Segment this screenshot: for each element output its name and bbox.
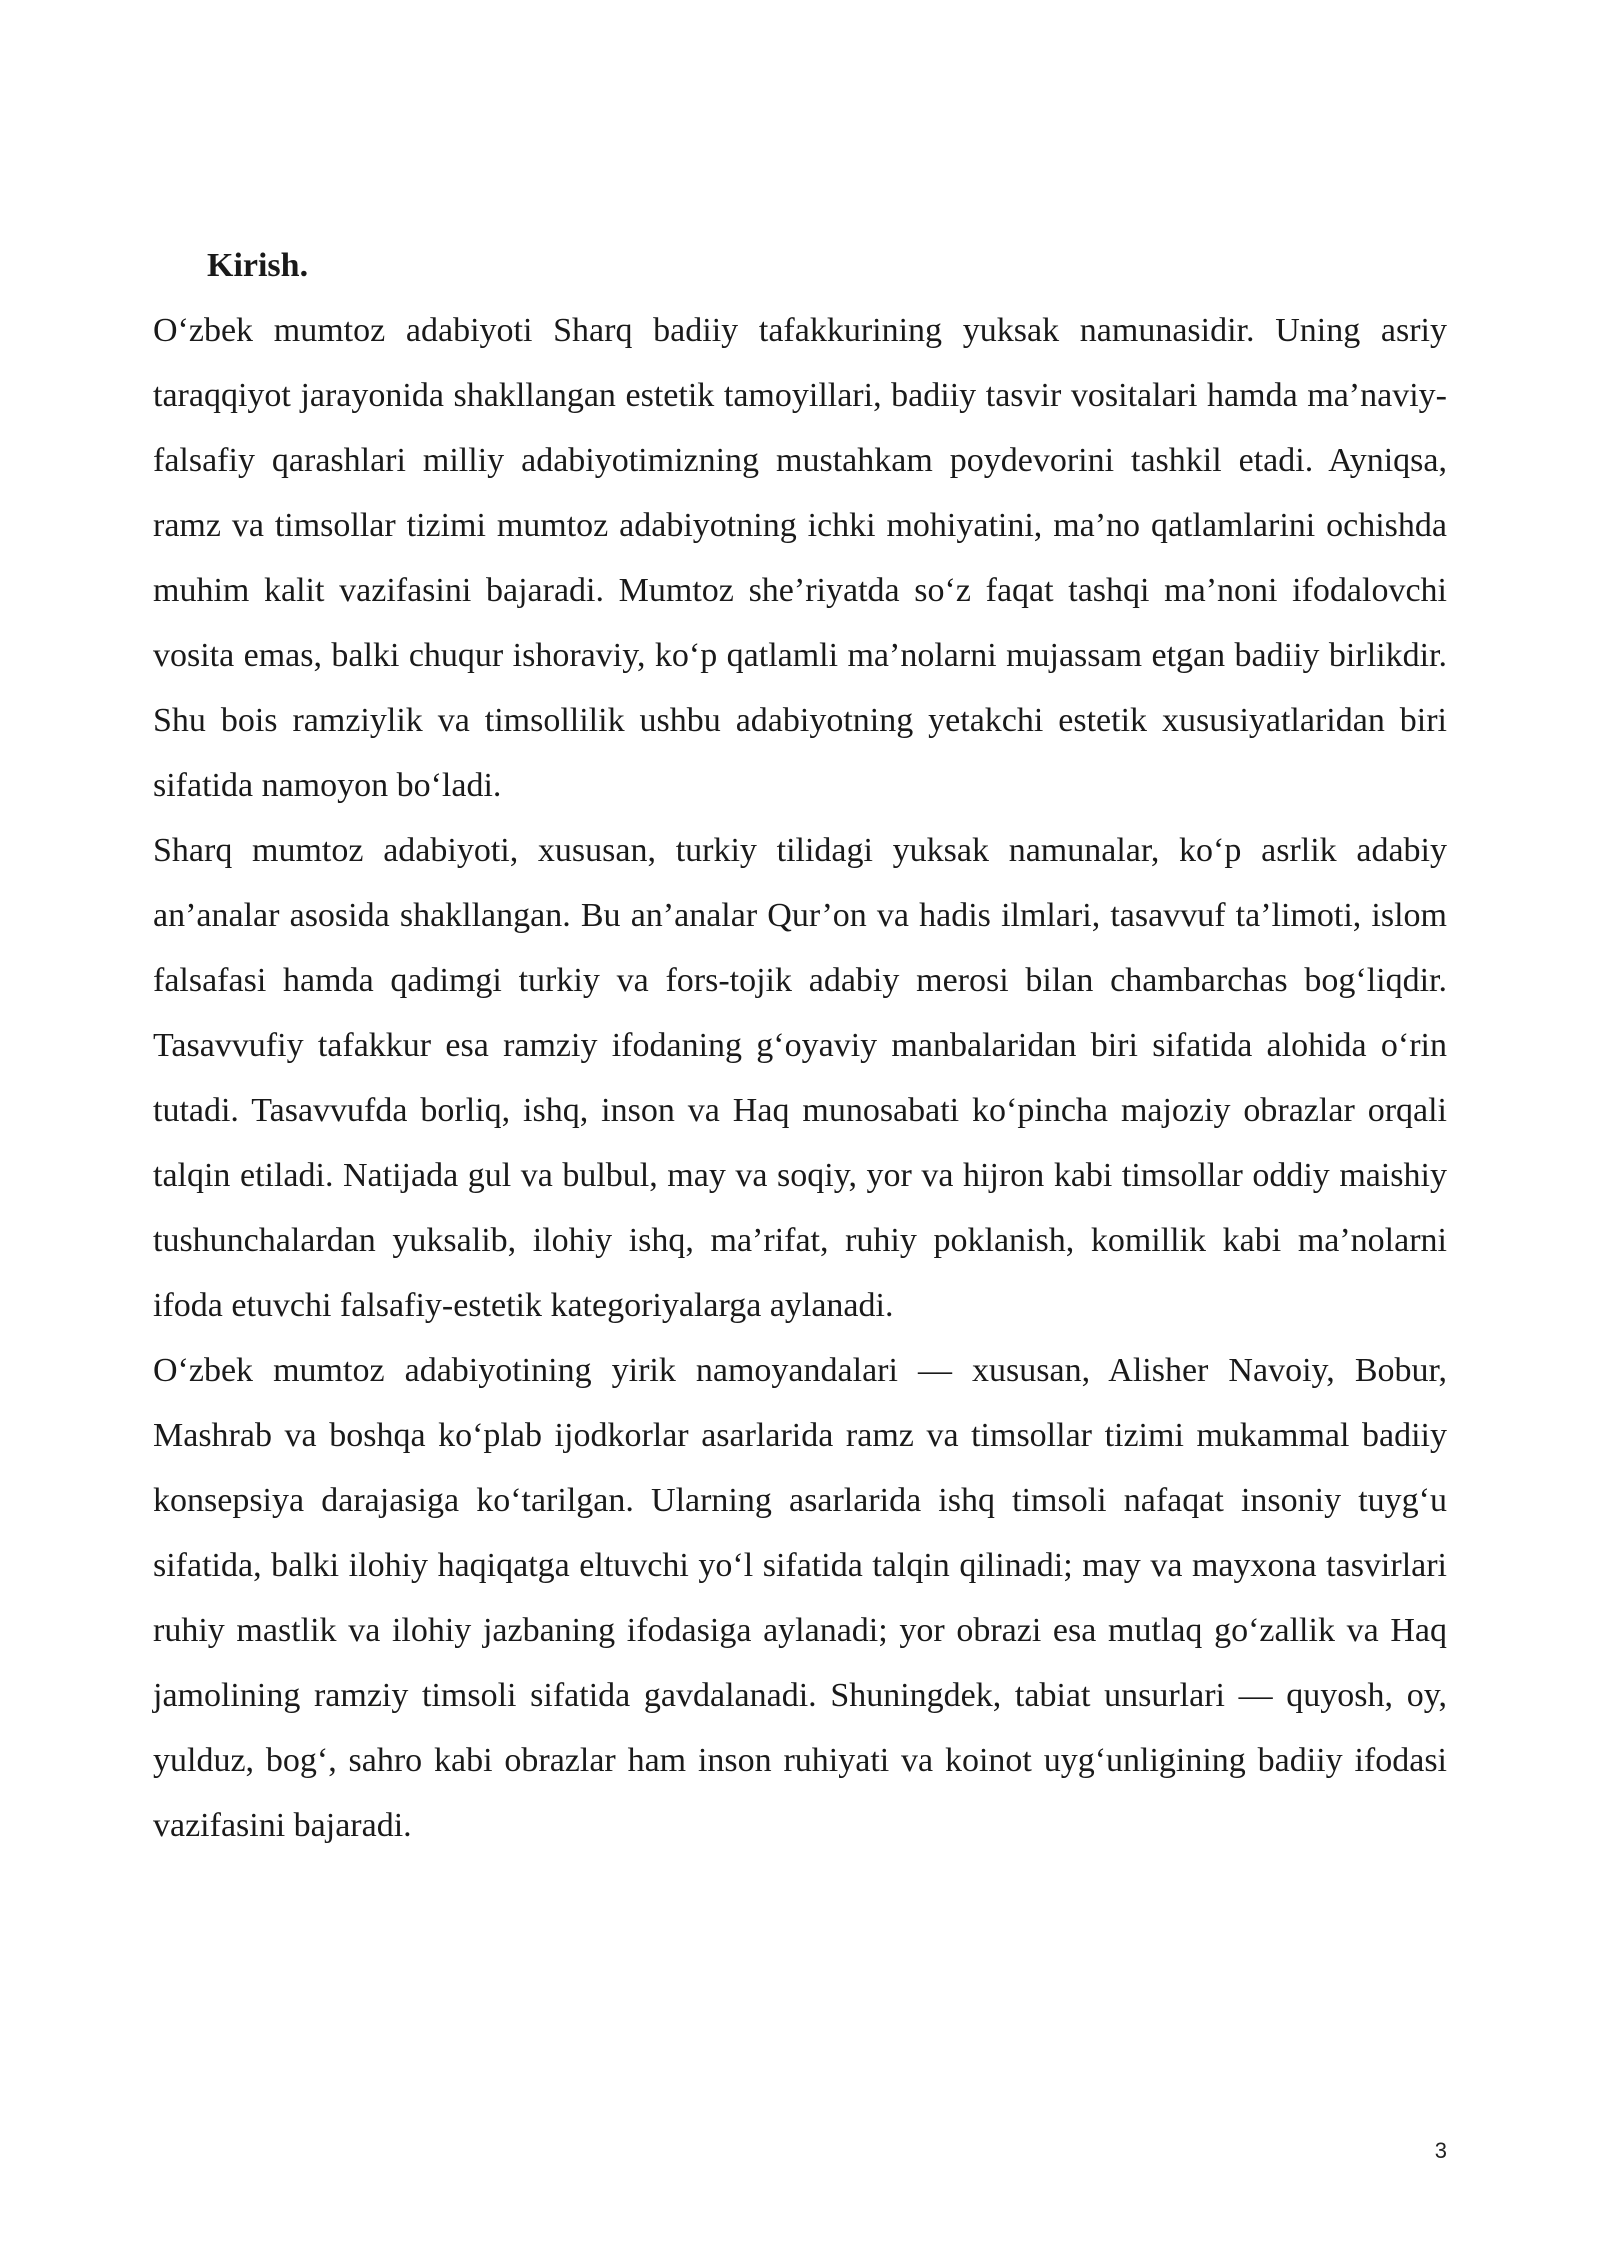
paragraph-3: O‘zbek mumtoz adabiyotining yirik namoyandalari — xususan, Alisher Navoiy, Bobur, Mashrab va boshqa ko‘plab ijodkorlar asarlarida ramz va timsollar tizimi mukammal badiiy konsepsiya darajasiga ko‘tarilgan. Ularning asarlarida ishq timsoli nafaqat insoniy tuyg‘u sifatida, balki ilohiy haqiqatga eltuvchi yo‘l sifatida talqin qilinadi; may va mayxona tasvirlari ruhiy mastlik va ilohiy jazbaning ifodasiga aylanadi; yor obrazi esa mutlaq go‘zallik va Haq jamolining ramziy timsoli sifatida gavdalanadi. Shuningdek, tabiat unsurlari — quyosh, oy, yulduz, bog‘, sahro kabi obrazlar ham inson ruhiyati va koinot uyg‘unligining badiiy ifodasi vazifasini bajaradi.: [153, 1352, 1447, 1844]
document-body: [153, 233, 1447, 1858]
page-number: 3: [1434, 2138, 1447, 2163]
paragraph-2: Sharq mumtoz adabiyoti, xususan, turkiy tilidagi yuksak namunalar, ko‘p asrlik adabiy an’analar asosida shakllangan. Bu an’analar Qur’on va hadis ilmlari, tasavvuf ta’limoti, islom falsafasi hamda qadimgi turkiy va fors-tojik adabiy merosi bilan chambarchas bog‘liqdir. Tasavvufiy tafakkur esa ramziy ifodaning g‘oyaviy manbalaridan biri sifatida alohida o‘rin tutadi. Tasavvufda borliq, ishq, inson va Haq munosabati ko‘pincha majoziy obrazlar orqali talqin etiladi. Natijada gul va bulbul, may va soqiy, yor va hijron kabi timsollar oddiy maishiy tushunchalardan yuksalib, ilohiy ishq, ma’rifat, ruhiy poklanish, komillik kabi ma’nolarni ifoda etuvchi falsafiy-estetik kategoriyalarga aylanadi.: [153, 832, 1447, 1324]
section-heading: Kirish.: [207, 247, 309, 284]
paragraph-1: O‘zbek mumtoz adabiyoti Sharq badiiy tafakkurining yuksak namunasidir. Uning asriy taraqqiyot jarayonida shakllangan estetik tamoyillari, badiiy tasvir vositalari hamda ma’naviy-falsafiy qarashlari milliy adabiyotimizning mustahkam poydevorini tashkil etadi. Ayniqsa, ramz va timsollar tizimi mumtoz adabiyotning ichki mohiyatini, ma’no qatlamlarini ochishda muhim kalit vazifasini bajaradi. Mumtoz she’riyatda so‘z faqat tashqi ma’noni ifodalovchi vosita emas, balki chuqur ishoraviy, ko‘p qatlamli ma’nolarni mujassam etgan badiiy birlikdir. Shu bois ramziylik va timsollilik ushbu adabiyotning yetakchi estetik xususiyatlaridan biri sifatida namoyon bo‘ladi.: [153, 312, 1447, 804]
